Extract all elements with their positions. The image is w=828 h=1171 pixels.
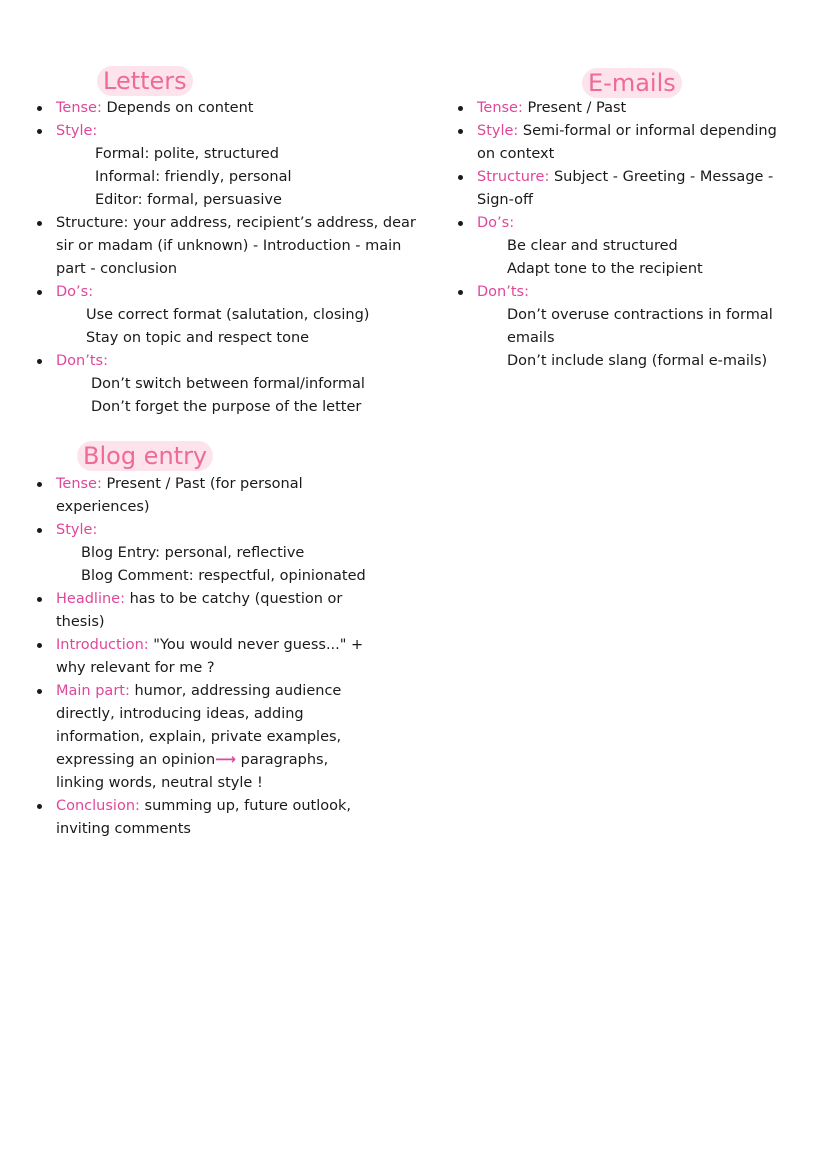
emails-donts-item: Don’t overuse contractions in formal <box>507 307 773 323</box>
letters-tense <box>56 97 416 120</box>
tense-label: Tense: <box>56 476 102 492</box>
main-part-label: Main part: <box>56 683 130 699</box>
blog-style <box>56 519 366 542</box>
letters-structure-line2: sir or madam (if unknown) - Introduction - main <box>56 238 402 254</box>
blog-headline-line2: thesis) <box>56 614 105 630</box>
blog-main-part-line2: directly, introducing ideas, adding <box>56 706 304 722</box>
letters-style-informal: Informal: friendly, personal <box>95 169 292 185</box>
letters-dos <box>56 281 416 304</box>
tense-text: Present / Past <box>522 100 627 116</box>
tense-label: Tense: <box>56 100 102 116</box>
headline-label: Headline: <box>56 591 125 607</box>
letters-structure-line3: part - conclusion <box>56 261 178 277</box>
tense-label: Tense: <box>477 100 523 116</box>
blog-main-part-line5: linking words, neutral style ! <box>56 775 263 791</box>
letters-style-formal: Formal: polite, structured <box>95 146 279 162</box>
letters-heading: Letters <box>97 66 193 96</box>
blog-tense <box>56 473 366 496</box>
donts-label: Don’ts: <box>56 353 108 369</box>
structure-text: Subject - Greeting - Message - <box>549 169 774 185</box>
blog-section <box>56 473 366 841</box>
blog-introduction <box>56 634 366 657</box>
conclusion-text: summing up, future outlook, <box>139 798 352 814</box>
letters-section <box>56 97 416 419</box>
emails-heading: E-mails <box>582 68 682 98</box>
style-label: Style: <box>56 123 98 139</box>
letters-dos-item: Stay on topic and respect tone <box>86 330 310 346</box>
emails-dos-item: Adapt tone to the recipient <box>507 261 703 277</box>
blog-main-part-line3: information, explain, private examples, <box>56 729 342 745</box>
style-label: Style: <box>56 522 98 538</box>
emails-style-line2: on context <box>477 146 555 162</box>
emails-donts-item: emails <box>507 330 555 346</box>
blog-style-item: Blog Entry: personal, reflective <box>81 545 305 561</box>
emails-donts-item: Don’t include slang (formal e-mails) <box>507 353 768 369</box>
tense-text: Present / Past (for personal <box>101 476 303 492</box>
blog-headline <box>56 588 366 611</box>
emails-structure-line2: Sign-off <box>477 192 533 208</box>
main-part-text: expressing an opinion <box>56 752 216 768</box>
emails-dos-item: Be clear and structured <box>507 238 678 254</box>
blog-style-item: Blog Comment: respectful, opinionated <box>81 568 366 584</box>
arrow-right-icon: ⟶ <box>215 752 237 768</box>
conclusion-label: Conclusion: <box>56 798 140 814</box>
style-text: Semi-formal or informal depending <box>518 123 777 139</box>
structure-label: Structure: <box>477 169 550 185</box>
tense-text: Depends on content <box>101 100 254 116</box>
main-part-text: paragraphs, <box>236 752 329 768</box>
emails-structure <box>477 166 777 189</box>
letters-dos-item: Use correct format (salutation, closing) <box>86 307 370 323</box>
blog-introduction-line2: why relevant for me ? <box>56 660 215 676</box>
donts-label: Don’ts: <box>477 284 529 300</box>
letters-donts-item: Don’t forget the purpose of the letter <box>91 399 362 415</box>
blog-conclusion <box>56 795 366 818</box>
blog-main-part-line4 <box>56 749 366 772</box>
main-part-text: humor, addressing audience <box>129 683 342 699</box>
emails-donts <box>477 281 777 304</box>
emails-style <box>477 120 777 143</box>
introduction-label: Introduction: <box>56 637 149 653</box>
blog-main-part <box>56 680 366 703</box>
dos-label: Do’s: <box>56 284 94 300</box>
emails-section <box>477 97 777 373</box>
letters-donts-item: Don’t switch between formal/informal <box>91 376 365 392</box>
emails-tense <box>477 97 777 120</box>
blog-heading: Blog entry <box>77 441 213 471</box>
headline-text: has to be catchy (question or <box>124 591 343 607</box>
letters-style <box>56 120 416 143</box>
letters-style-editor: Editor: formal, persuasive <box>95 192 282 208</box>
blog-tense-line2: experiences) <box>56 499 150 515</box>
style-label: Style: <box>477 123 519 139</box>
introduction-text: "You would never guess..." + <box>148 637 364 653</box>
emails-dos <box>477 212 777 235</box>
blog-conclusion-line2: inviting comments <box>56 821 191 837</box>
dos-label: Do’s: <box>477 215 515 231</box>
letters-donts <box>56 350 416 373</box>
letters-structure: Structure: your address, recipient’s address, dear <box>56 212 416 235</box>
